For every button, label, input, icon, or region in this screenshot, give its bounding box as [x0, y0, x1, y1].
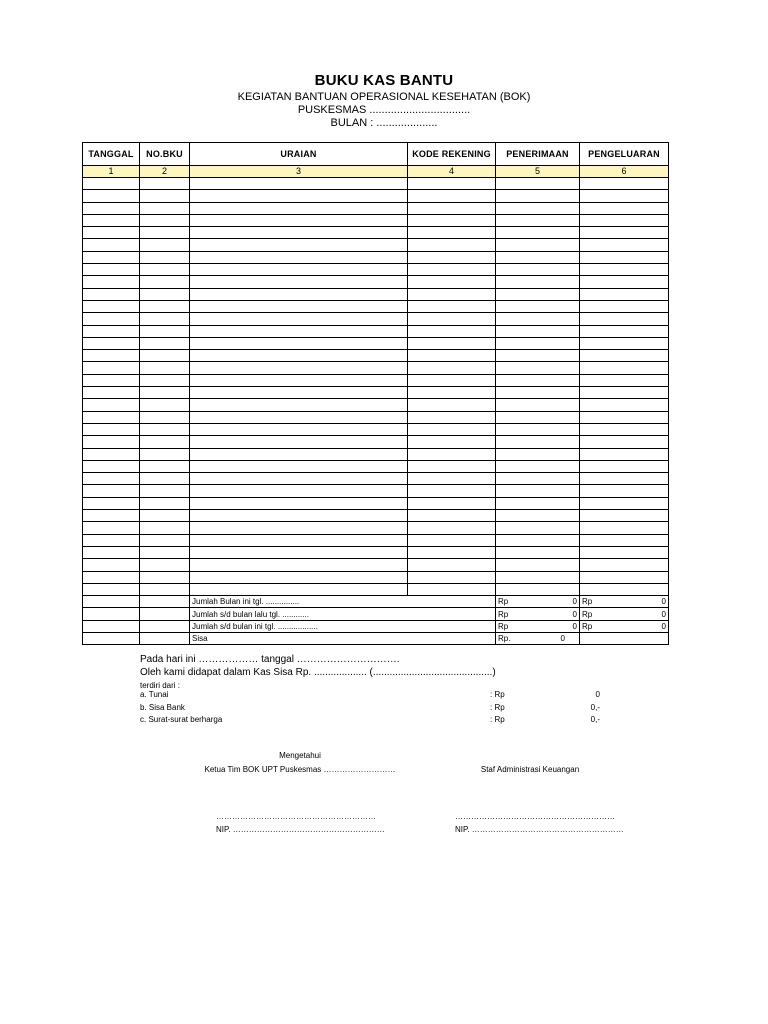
table-cell: [496, 571, 580, 583]
rp-label: Rp: [582, 609, 593, 619]
table-cell: [190, 497, 408, 509]
table-cell: [140, 214, 190, 226]
rp-label: Rp.: [498, 634, 511, 644]
table-cell: [496, 288, 580, 300]
table-cell: [408, 387, 496, 399]
left-signer-name: ……………………………………………………: [216, 812, 376, 821]
table-cell: [408, 251, 496, 263]
table-cell: [190, 337, 408, 349]
table-cell: [190, 276, 408, 288]
table-row: [83, 559, 669, 571]
table-cell: [140, 350, 190, 362]
table-cell: [83, 485, 140, 497]
column-number-row: [83, 166, 669, 178]
table-cell: [408, 288, 496, 300]
table-cell: [408, 264, 496, 276]
table-cell: [140, 264, 190, 276]
table-header-row: [83, 143, 669, 166]
summary-row: [83, 608, 669, 620]
col-number: 4: [408, 166, 496, 178]
table-cell: [496, 227, 580, 239]
summary-label: Jumlah s/d bulan lalu tgl. ............: [190, 608, 496, 620]
table-cell: [83, 276, 140, 288]
table-cell: [83, 178, 140, 190]
table-cell: [496, 411, 580, 423]
pengeluaran-value: 0: [661, 609, 666, 619]
table-cell: [496, 387, 580, 399]
table-cell: [408, 559, 496, 571]
table-row: [83, 214, 669, 226]
table-row: [83, 264, 669, 276]
table-cell: [580, 190, 669, 202]
table-cell: [496, 473, 580, 485]
table-cell: [83, 264, 140, 276]
table-cell: [83, 546, 140, 558]
table-cell: [83, 300, 140, 312]
table-cell: [190, 460, 408, 472]
table-cell: [580, 559, 669, 571]
table-cell: [83, 571, 140, 583]
table-cell: [580, 227, 669, 239]
table-cell: [408, 485, 496, 497]
table-cell: [496, 190, 580, 202]
table-cell: [83, 214, 140, 226]
table-cell: [190, 227, 408, 239]
table-cell: [83, 190, 140, 202]
table-cell: [190, 288, 408, 300]
item-value: 0,-: [590, 703, 600, 712]
table-cell: [83, 374, 140, 386]
table-cell: [140, 374, 190, 386]
table-cell: [580, 473, 669, 485]
table-row: [83, 251, 669, 263]
table-cell: [140, 436, 190, 448]
table-cell: [140, 423, 190, 435]
table-row: [83, 546, 669, 558]
table-cell: [83, 239, 140, 251]
table-cell: [408, 534, 496, 546]
table-cell: [496, 337, 580, 349]
pengeluaran-value: 0: [661, 621, 666, 631]
table-cell: [496, 178, 580, 190]
table-cell: [140, 485, 190, 497]
col-number: 5: [496, 166, 580, 178]
table-cell: [580, 387, 669, 399]
table-cell: [580, 460, 669, 472]
table-cell: [190, 423, 408, 435]
table-cell: [190, 522, 408, 534]
table-cell: [190, 559, 408, 571]
table-cell: [580, 239, 669, 251]
table-cell: [496, 423, 580, 435]
terdiri-label: terdiri dari :: [140, 681, 181, 690]
table-cell: [580, 202, 669, 214]
table-cell: [140, 288, 190, 300]
table-cell: [83, 313, 140, 325]
table-cell: [496, 436, 580, 448]
table-cell: [496, 325, 580, 337]
table-cell: [83, 559, 140, 571]
table-cell: [408, 546, 496, 558]
table-cell: [408, 510, 496, 522]
table-cell: [408, 374, 496, 386]
penerimaan-value: 0: [572, 609, 577, 619]
table-row: [83, 337, 669, 349]
table-cell: [140, 497, 190, 509]
table-cell: [580, 276, 669, 288]
mengetahui-label: Mengetahui: [279, 751, 321, 760]
table-cell: [580, 350, 669, 362]
sisa-value: 0: [560, 634, 565, 644]
table-cell: [408, 436, 496, 448]
item-label: b. Sisa Bank: [140, 703, 185, 712]
rp-label: Rp: [582, 621, 593, 631]
item-rp: : Rp: [490, 703, 505, 712]
table-cell: [496, 534, 580, 546]
table-cell: [83, 460, 140, 472]
table-cell: [140, 251, 190, 263]
table-cell: [408, 190, 496, 202]
table-cell: [190, 190, 408, 202]
table-cell: [580, 448, 669, 460]
table-cell: [140, 202, 190, 214]
table-cell: [408, 276, 496, 288]
table-cell: [496, 559, 580, 571]
table-cell: [83, 251, 140, 263]
table-cell: [83, 387, 140, 399]
table-cell: [190, 178, 408, 190]
table-cell: [140, 300, 190, 312]
penerimaan-value: 0: [572, 597, 577, 607]
table-cell: [580, 571, 669, 583]
table-cell: [140, 473, 190, 485]
table-cell: [496, 251, 580, 263]
table-row: [83, 473, 669, 485]
table-cell: [190, 510, 408, 522]
table-cell: [408, 337, 496, 349]
table-cell: [408, 497, 496, 509]
col-penerimaan: PENERIMAAN: [496, 143, 580, 166]
item-value: 0: [595, 690, 600, 699]
table-cell: [190, 202, 408, 214]
table-cell: [580, 178, 669, 190]
table-cell: [140, 239, 190, 251]
table-cell: [580, 362, 669, 374]
item-label: a. Tunai: [140, 690, 169, 699]
table-cell: [83, 497, 140, 509]
table-cell: [190, 325, 408, 337]
table-cell: [496, 522, 580, 534]
table-cell: [580, 251, 669, 263]
table-cell: [83, 227, 140, 239]
table-cell: [580, 546, 669, 558]
table-row: [83, 423, 669, 435]
col-number: 2: [140, 166, 190, 178]
table-cell: [408, 313, 496, 325]
table-cell: [580, 288, 669, 300]
table-cell: [140, 546, 190, 558]
rp-label: Rp: [582, 597, 593, 607]
table-cell: [83, 325, 140, 337]
document-title: BUKU KAS BANTU: [314, 72, 454, 89]
subtitle-puskesmas: PUSKESMAS .................................: [297, 104, 471, 116]
right-signer-name: ……………………………………………………: [455, 812, 615, 821]
table-cell: [190, 436, 408, 448]
table-cell: [496, 485, 580, 497]
table-cell: [140, 387, 190, 399]
table-cell: [140, 276, 190, 288]
table-cell: [580, 374, 669, 386]
table-row: [83, 288, 669, 300]
table-cell: [408, 571, 496, 583]
table-cell: [190, 350, 408, 362]
table-row: [83, 522, 669, 534]
table-cell: [580, 583, 669, 595]
item-rp: : Rp: [490, 690, 505, 699]
table-row: [83, 374, 669, 386]
table-cell: [580, 337, 669, 349]
table-cell: [496, 546, 580, 558]
table-row: [83, 325, 669, 337]
table-cell: [190, 448, 408, 460]
item-value: 0,-: [590, 715, 600, 724]
table-cell: [580, 436, 669, 448]
table-cell: [190, 362, 408, 374]
table-cell: [580, 264, 669, 276]
table-cell: [83, 288, 140, 300]
table-cell: [140, 227, 190, 239]
table-row: [83, 411, 669, 423]
table-row: [83, 202, 669, 214]
table-cell: [190, 374, 408, 386]
table-cell: [408, 227, 496, 239]
statement-line-1: Pada hari ini ……………… tanggal ………………………….: [140, 654, 400, 665]
col-number: 1: [83, 166, 140, 178]
left-signer-nip: NIP. …………………………………………………: [216, 825, 385, 834]
subtitle-kegiatan: KEGIATAN BANTUAN OPERASIONAL KESEHATAN (BOK): [237, 91, 531, 103]
table-cell: [140, 534, 190, 546]
penerimaan-value: 0: [572, 621, 577, 631]
table-cell: [408, 239, 496, 251]
table-row: [83, 485, 669, 497]
table-cell: [408, 178, 496, 190]
table-cell: [190, 387, 408, 399]
right-signer-nip: NIP. …………………………………………………: [455, 825, 624, 834]
table-cell: [140, 448, 190, 460]
table-cell: [496, 300, 580, 312]
summary-label: Jumlah Bulan ini tgl. ...............: [190, 596, 496, 608]
table-row: [83, 190, 669, 202]
table-cell: [140, 522, 190, 534]
table-cell: [408, 202, 496, 214]
table-cell: [190, 300, 408, 312]
table-cell: [580, 325, 669, 337]
item-rp: : Rp: [490, 715, 505, 724]
table-row: [83, 313, 669, 325]
statement-line-2: Oleh kami didapat dalam Kas Sisa Rp. ................... (...........................................): [140, 667, 496, 678]
table-cell: [190, 571, 408, 583]
table-cell: [140, 583, 190, 595]
col-number: 6: [580, 166, 669, 178]
table-cell: [190, 485, 408, 497]
rp-label: Rp: [498, 597, 509, 607]
pengeluaran-value: 0: [661, 597, 666, 607]
table-cell: [140, 571, 190, 583]
table-cell: [496, 239, 580, 251]
table-cell: [496, 448, 580, 460]
table-row: [83, 583, 669, 595]
table-cell: [496, 583, 580, 595]
table-row: [83, 534, 669, 546]
rp-label: Rp: [498, 609, 509, 619]
table-cell: [496, 460, 580, 472]
col-tanggal: TANGGAL: [83, 143, 140, 166]
table-row: [83, 436, 669, 448]
table-cell: [83, 522, 140, 534]
summary-row: [83, 620, 669, 632]
table-row: [83, 350, 669, 362]
table-cell: [496, 313, 580, 325]
table-row: [83, 227, 669, 239]
table-cell: [496, 350, 580, 362]
summary-label: Sisa: [190, 632, 496, 644]
table-cell: [580, 497, 669, 509]
table-cell: [140, 337, 190, 349]
table-cell: [580, 214, 669, 226]
table-cell: [580, 510, 669, 522]
table-row: [83, 276, 669, 288]
table-cell: [83, 399, 140, 411]
col-kode-rekening: KODE REKENING: [408, 143, 496, 166]
col-no-bku: NO.BKU: [140, 143, 190, 166]
table-cell: [580, 423, 669, 435]
table-cell: [408, 460, 496, 472]
table-row: [83, 300, 669, 312]
table-cell: [580, 485, 669, 497]
table-cell: [190, 264, 408, 276]
table-cell: [140, 313, 190, 325]
col-pengeluaran: PENGELUARAN: [580, 143, 669, 166]
table-cell: [190, 583, 408, 595]
table-cell: [580, 300, 669, 312]
table-cell: [496, 202, 580, 214]
summary-row: [83, 596, 669, 608]
table-row: [83, 571, 669, 583]
col-uraian: URAIAN: [190, 143, 408, 166]
table-cell: [408, 583, 496, 595]
table-cell: [83, 350, 140, 362]
table-row: [83, 510, 669, 522]
table-row: [83, 497, 669, 509]
table-cell: [190, 214, 408, 226]
table-cell: [83, 473, 140, 485]
summary-label: Jumlah s/d bulan ini tgl. ..................: [190, 620, 496, 632]
table-cell: [190, 399, 408, 411]
table-cell: [83, 534, 140, 546]
table-cell: [83, 411, 140, 423]
table-cell: [580, 399, 669, 411]
item-label: c. Surat-surat berharga: [140, 715, 223, 724]
right-signer-role: Staf Administrasi Keuangan: [480, 765, 580, 774]
table-cell: [580, 411, 669, 423]
table-cell: [83, 202, 140, 214]
table-cell: [408, 448, 496, 460]
table-cell: [83, 436, 140, 448]
table-cell: [190, 473, 408, 485]
table-cell: [408, 300, 496, 312]
table-cell: [140, 559, 190, 571]
table-cell: [83, 448, 140, 460]
table-cell: [140, 325, 190, 337]
kas-table: [82, 142, 669, 645]
table-cell: [83, 583, 140, 595]
table-cell: [190, 239, 408, 251]
table-cell: [580, 522, 669, 534]
table-cell: [83, 510, 140, 522]
table-cell: [140, 178, 190, 190]
col-number: 3: [190, 166, 408, 178]
table-cell: [190, 313, 408, 325]
table-cell: [496, 497, 580, 509]
summary-row-sisa: [83, 632, 669, 644]
table-cell: [496, 510, 580, 522]
table-cell: [190, 251, 408, 263]
table-cell: [496, 276, 580, 288]
table-cell: [408, 423, 496, 435]
table-cell: [408, 522, 496, 534]
rp-label: Rp: [498, 621, 509, 631]
table-cell: [83, 337, 140, 349]
table-cell: [408, 399, 496, 411]
table-row: [83, 387, 669, 399]
table-cell: [580, 313, 669, 325]
table-row: [83, 448, 669, 460]
table-cell: [140, 411, 190, 423]
table-cell: [83, 423, 140, 435]
table-cell: [496, 362, 580, 374]
table-cell: [140, 362, 190, 374]
table-cell: [140, 510, 190, 522]
table-cell: [496, 399, 580, 411]
subtitle-bulan: BULAN : ....................: [330, 117, 438, 129]
table-row: [83, 460, 669, 472]
table-cell: [496, 214, 580, 226]
table-row: [83, 178, 669, 190]
table-cell: [408, 325, 496, 337]
table-row: [83, 362, 669, 374]
table-row: [83, 399, 669, 411]
left-signer-role: Ketua Tim BOK UPT Puskesmas ………………………: [204, 765, 396, 774]
table-cell: [408, 214, 496, 226]
table-cell: [140, 190, 190, 202]
table-cell: [580, 534, 669, 546]
table-cell: [190, 534, 408, 546]
table-cell: [496, 264, 580, 276]
table-row: [83, 239, 669, 251]
table-cell: [408, 350, 496, 362]
table-cell: [190, 411, 408, 423]
table-cell: [140, 399, 190, 411]
table-cell: [140, 460, 190, 472]
table-cell: [408, 411, 496, 423]
table-cell: [83, 362, 140, 374]
table-cell: [190, 546, 408, 558]
table-cell: [408, 362, 496, 374]
table-cell: [408, 473, 496, 485]
table-cell: [496, 374, 580, 386]
